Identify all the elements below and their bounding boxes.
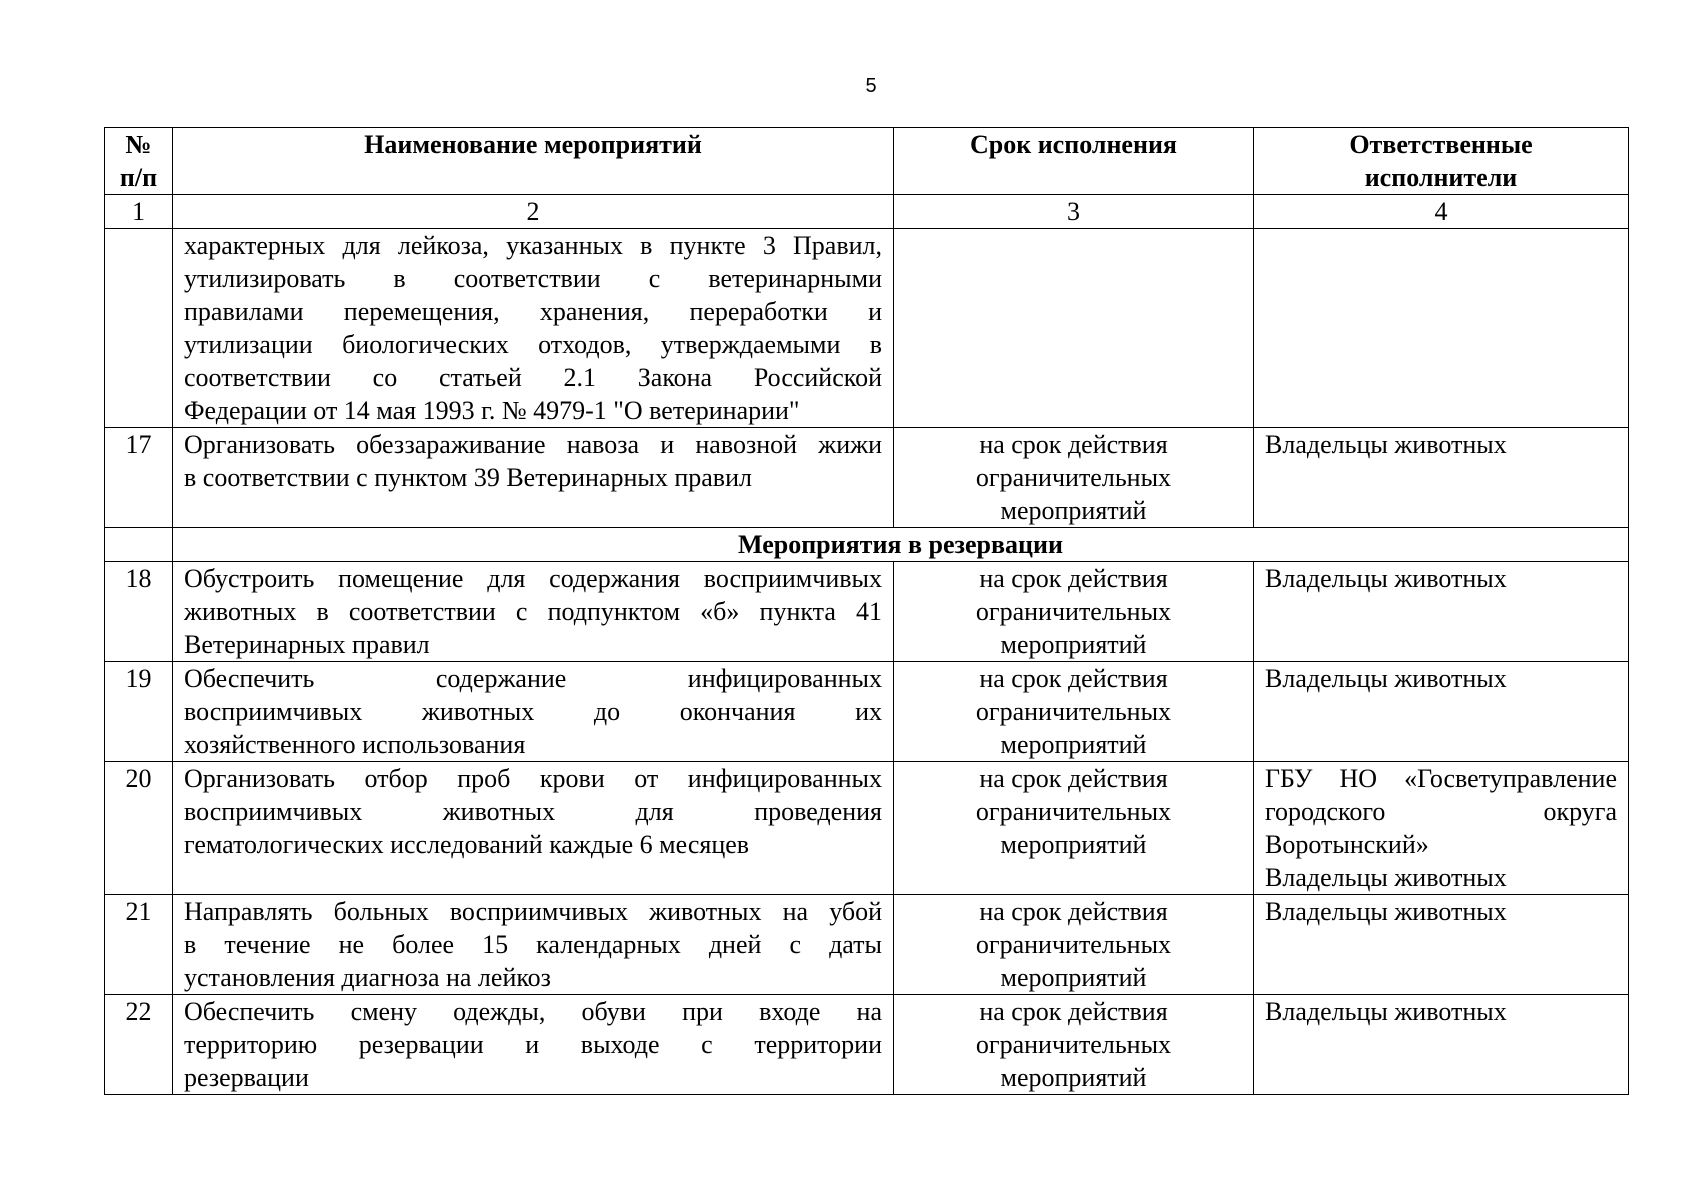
row-number: 17 [105,428,173,528]
table-header-row [105,128,1629,195]
table-row [105,895,1629,995]
term: на срок действия ограничительных мероприятий [894,662,1254,762]
column-index: 1 [105,195,173,229]
term: на срок действия ограничительных мероприятий [894,895,1254,995]
header-responsible: Ответственные исполнители [1254,128,1629,195]
measure-name: Направлять больных восприимчивых животных на убой в течение не более 15 календарных дней с даты установления диагноза на лейкоз [173,895,894,995]
responsible: Владельцы животных [1254,428,1629,528]
row-number: 19 [105,662,173,762]
term: на срок действия ограничительных мероприятий [894,562,1254,662]
row-number: 22 [105,995,173,1095]
header-num: № п/п [105,128,173,195]
section-row [105,528,1629,562]
header-term: Срок исполнения [894,128,1254,195]
responsible: Владельцы животных [1254,995,1629,1095]
row-number [105,229,173,428]
term: на срок действия ограничительных мероприятий [894,762,1254,895]
table-row [105,662,1629,762]
term: на срок действия ограничительных мероприятий [894,428,1254,528]
row-number: 20 [105,762,173,895]
term: на срок действия ограничительных мероприятий [894,995,1254,1095]
measures-table [104,127,1629,1095]
measure-name: Обустроить помещение для содержания восприимчивых животных в соответствии с подпунктом «б» пункта 41 Ветеринарных правил [173,562,894,662]
responsible: Владельцы животных [1254,895,1629,995]
measure-name: характерных для лейкоза, указанных в пункте 3 Правил, утилизировать в соответствии с ветеринарными правилами перемещения, хранения, переработки и утилизации биологических отходов, утверждаемыми в соответствии со статьей 2.1 Закона Российской Федерации от 14 мая 1993 г. № 4979-1 "О ветеринарии" [173,229,894,428]
responsible: Владельцы животных [1254,662,1629,762]
column-index: 2 [173,195,894,229]
row-number: 21 [105,895,173,995]
measure-name: Обеспечить смену одежды, обуви при входе на территорию резервации и выходе с территории резервации [173,995,894,1095]
responsible: Владельцы животных [1254,562,1629,662]
measure-name: Обеспечить содержание инфицированных восприимчивых животных до окончания их хозяйственного использования [173,662,894,762]
measure-name: Организовать обеззараживание навоза и навозной жижи в соответствии с пунктом 39 Ветеринарных правил [173,428,894,528]
measure-name: Организовать отбор проб крови от инфицированных восприимчивых животных для проведения гематологических исследований каждые 6 месяцев [173,762,894,895]
page-number: 5 [865,75,877,97]
table-row [105,562,1629,662]
section-empty-cell [105,528,173,562]
column-index: 4 [1254,195,1629,229]
section-title: Мероприятия в резервации [173,528,1629,562]
table-row [105,428,1629,528]
column-index: 3 [894,195,1254,229]
table-row [105,995,1629,1095]
row-number: 18 [105,562,173,662]
term [894,229,1254,428]
table-row [105,762,1629,895]
header-name: Наименование мероприятий [173,128,894,195]
responsible [1254,229,1629,428]
table-row [105,229,1629,428]
column-index-row [105,195,1629,229]
responsible: ГБУ НО «Госветуправление городского округа Воротынский» Владельцы животных [1254,762,1629,895]
